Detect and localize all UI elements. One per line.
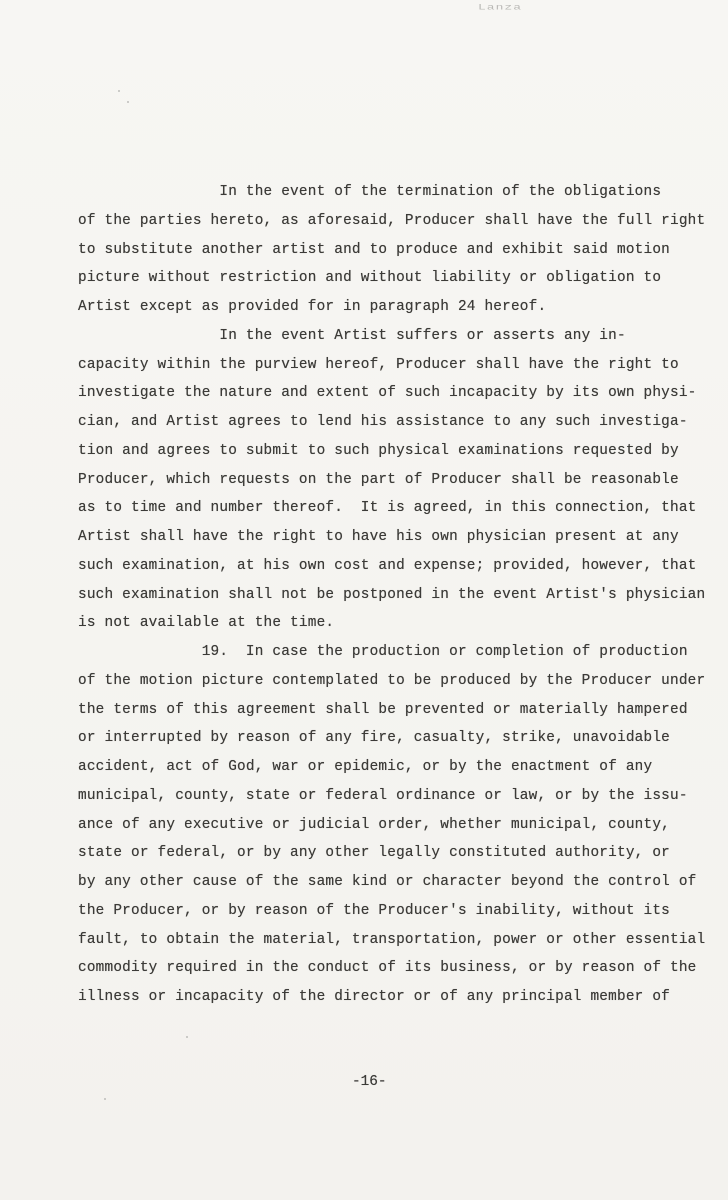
text-line: municipal, county, state or federal ordinance or law, or by the issu- (78, 787, 688, 804)
text-line: fault, to obtain the material, transportation, power or other essential (78, 931, 706, 948)
text-line: of the motion picture contemplated to be produced by the Producer under (78, 672, 706, 689)
paper-speck (127, 101, 129, 103)
text-line: commodity required in the conduct of its business, or by reason of the (78, 960, 697, 977)
text-line: such examination, at his own cost and expense; provided, however, that (78, 557, 697, 574)
text-line: or interrupted by reason of any fire, casualty, strike, unavoidable (78, 730, 670, 747)
text-line: such examination shall not be postponed in the event Artist's physician (78, 586, 706, 603)
text-line: as to time and number thereof. It is agreed, in this connection, that (78, 500, 697, 517)
text-line: capacity within the purview hereof, Producer shall have the right to (78, 356, 679, 373)
text-line: state or federal, or by any other legally constituted authority, or (78, 845, 670, 862)
text-line: tion and agrees to submit to such physical examinations requested by (78, 442, 679, 459)
text-line: investigate the nature and extent of such incapacity by its own physi- (78, 385, 697, 402)
text-line: Producer, which requests on the part of Producer shall be reasonable (78, 471, 679, 488)
text-line: accident, act of God, war or epidemic, or by the enactment of any (78, 759, 653, 775)
paper-speck (118, 90, 120, 92)
text-line: 19. In case the production or completion of production (78, 644, 688, 660)
text-line: is not available at the time. (78, 615, 335, 632)
text-line: ance of any executive or judicial order, whether municipal, county, (78, 816, 670, 833)
paper-speck (186, 1036, 188, 1038)
text-line: In the event of the termination of the obligations (78, 184, 662, 200)
text-line: the Producer, or by reason of the Producer's inability, without its (78, 902, 670, 919)
text-line: illness or incapacity of the director or of any principal member of (78, 989, 670, 1005)
text-line: Artist except as provided for in paragraph 24 hereof. (78, 299, 547, 315)
text-line: In the event Artist suffers or asserts any in- (78, 327, 626, 344)
text-line: picture without restriction and without liability or obligation to (78, 270, 662, 287)
text-line: to substitute another artist and to produce and exhibit said motion (78, 241, 670, 258)
header-stamp: Lanza (478, 3, 523, 12)
text-line: Artist shall have the right to have his own physician present at any (78, 529, 679, 545)
page-number: -16- (352, 1074, 387, 1090)
text-line: of the parties hereto, as aforesaid, Producer shall have the full right (78, 212, 706, 229)
paper-speck (104, 1098, 106, 1100)
text-line: by any other cause of the same kind or character beyond the control of (78, 874, 697, 890)
text-line: the terms of this agreement shall be prevented or materially hampered (78, 701, 688, 718)
text-line: cian, and Artist agrees to lend his assistance to any such investiga- (78, 414, 688, 430)
